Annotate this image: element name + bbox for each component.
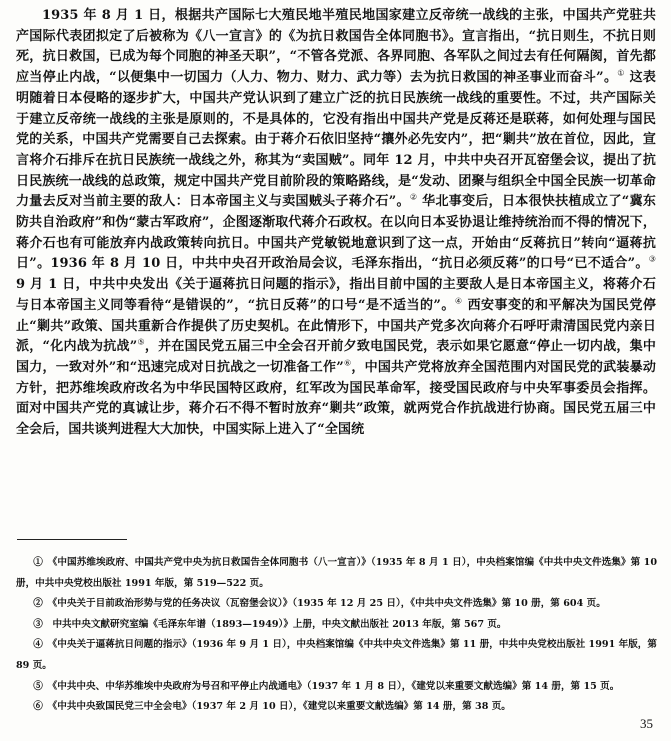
footnote: ① 《中国苏维埃政府、中国共产党中央为抗日救国告全体同胞书（八一宣言）》（1935 年 8 月 1 日），中央档案馆编《中共中央文件选集》第 10 册，中共中央党校出版社 1991 年版，第 519—522 页。 — [16, 557, 657, 589]
paragraph-text: ，中国共产党将放弃全国范围内对国民党的武装暴动方针，把苏维埃政府改名为中华民国特区政府，红军改为国民革命军，接受国民政府与中央军事委员会指挥。面对中国共产党的真诚让步，蒋介石不得不暂时放弃“剿共”政策，就两党合作抗战进行协商。国民党五届三中全会后，国共谈判进程大大加快，中国实际上进入了“全国统 — [16, 359, 656, 438]
footnote-marker[interactable]: ② — [409, 193, 418, 202]
footnote: ② 《中央关于目前政治形势与党的任务决议（瓦窑堡会议）》（1935 年 12 月 25 日），《中共中央文件选集》第 10 册，第 604 页。 — [33, 598, 606, 610]
footnote: ④ 《中央关于逼蒋抗日问题的指示》（1936 年 9 月 1 日），中央档案馆编《中共中央文件选集》第 11 册，中共中央党校出版社 1991 年版，第 89 页。 — [16, 639, 657, 671]
footnote: ③ 中共中央文献研究室编《毛泽东年谱（1893—1949）》上册，中央文献出版社 2013 年版，第 567 页。 — [33, 618, 507, 630]
paragraph-text: ，并在国民党五届三中全会召开前夕致电国民党，表示如果它愿意“停止一切内战，集中国力，一致对外”和“迅速完成对日抗战之一切准备工作” — [16, 339, 656, 375]
footnote-divider — [17, 539, 127, 540]
paragraph-text: 华北事变后，日本很快扶植成立了“冀东防共自治政府”和伪“蒙古军政府”，企图逐渐取代蒋介石政权。在以向日本妥协退让维持统治而不得的情况下，蒋介石也有可能放弃内战政策转向抗日。中国共产党敏锐地意识到了这一点，开始由“反蒋抗日”转向“逼蒋抗日”。1936 年 8 月 10 日，中共中央召开政治局会议，毛泽东指出，“抗日必须反蒋”的口号“已不适合”。 — [16, 194, 656, 272]
footnote: ⑤ 《中共中央、中华苏维埃中央政府为号召和平停止内战通电》（1937 年 1 月 8 日），《建党以来重要文献选编》第 14 册，第 15 页。 — [33, 680, 620, 692]
page-number: 35 — [640, 716, 653, 731]
body-paragraph — [16, 6, 656, 441]
footnote: ⑥ 《中共中央致国民党三中全会电》（1937 年 2 月 10 日），《建党以来重要文献选编》第 14 册，第 38 页。 — [33, 701, 511, 713]
footnote-marker[interactable]: ④ — [454, 296, 463, 306]
footnote-marker[interactable]: ⑤ — [137, 337, 145, 347]
footnote-marker[interactable]: ⑥ — [343, 358, 352, 368]
footnotes — [16, 553, 657, 718]
paragraph-text: 这表明随着日本侵略的逐步扩大，中国共产党认识到了建立广泛的抗日民族统一战线的重要性。不过，共产国际关于建立反帝统一战线的主张是原则的，不是具体的，它没有指出中国共产党是反蒋还是联蒋，如何处理与国民党的关系，中国共产党需要自己去探索。由于蒋介石依旧坚持“攘外必先安内”，把“剿共”放在首位，因此，宣言将介石排斥在抗日民族统一战线之外，称其为“卖国贼”。同年 12 月，中共中央召开瓦窑堡会议，提出了抗日民族统一战线的总政策，规定中国共产党目前阶段的策略路线，是“发动、团聚与组织全中国全民族一切革命力量去反对当前主要的敌人：日本帝国主义与卖国贼头子蒋介石”。 — [16, 70, 656, 210]
footnote-marker[interactable]: ① — [617, 68, 625, 78]
paragraph-text: 西安事变的和平解决为国民党停止“剿共”政策、国共重新合作提供了历史契机。在此情形下，中国共产党多次向蒋介石呼吁肃清国民党内亲日派，“化内战为抗战” — [16, 297, 656, 355]
footnote-marker[interactable]: ③ — [648, 255, 656, 265]
paragraph-text: 9 月 1 日，中共中央发出《关于逼蒋抗日问题的指示》，指出目前中国的主要敌人是日本帝国主义，将蒋介石与日本帝国主义同等看待“是错误的”，“抗日反蒋”的口号“是不适当的”。 — [16, 277, 656, 313]
paragraph-text: 1935 年 8 月 1 日，根据共产国际七大殖民地半殖民地国家建立反帝统一战线的主张，中国共产党驻共产国际代表团拟定了后被称为《八一宣言》的《为抗日救国告全体同胞书》。宣言指出，“抗日则生，不抗日则死，抗日救国，已成为每个同胞的神圣天职”，“不管各党派、各界同胞、各军队之间过去有任何隔阂，首先都应当停止内战，“以便集中一切国力（人力、物力、财力、武力等）去为抗日救国的神圣事业而奋斗”。 — [16, 8, 656, 86]
